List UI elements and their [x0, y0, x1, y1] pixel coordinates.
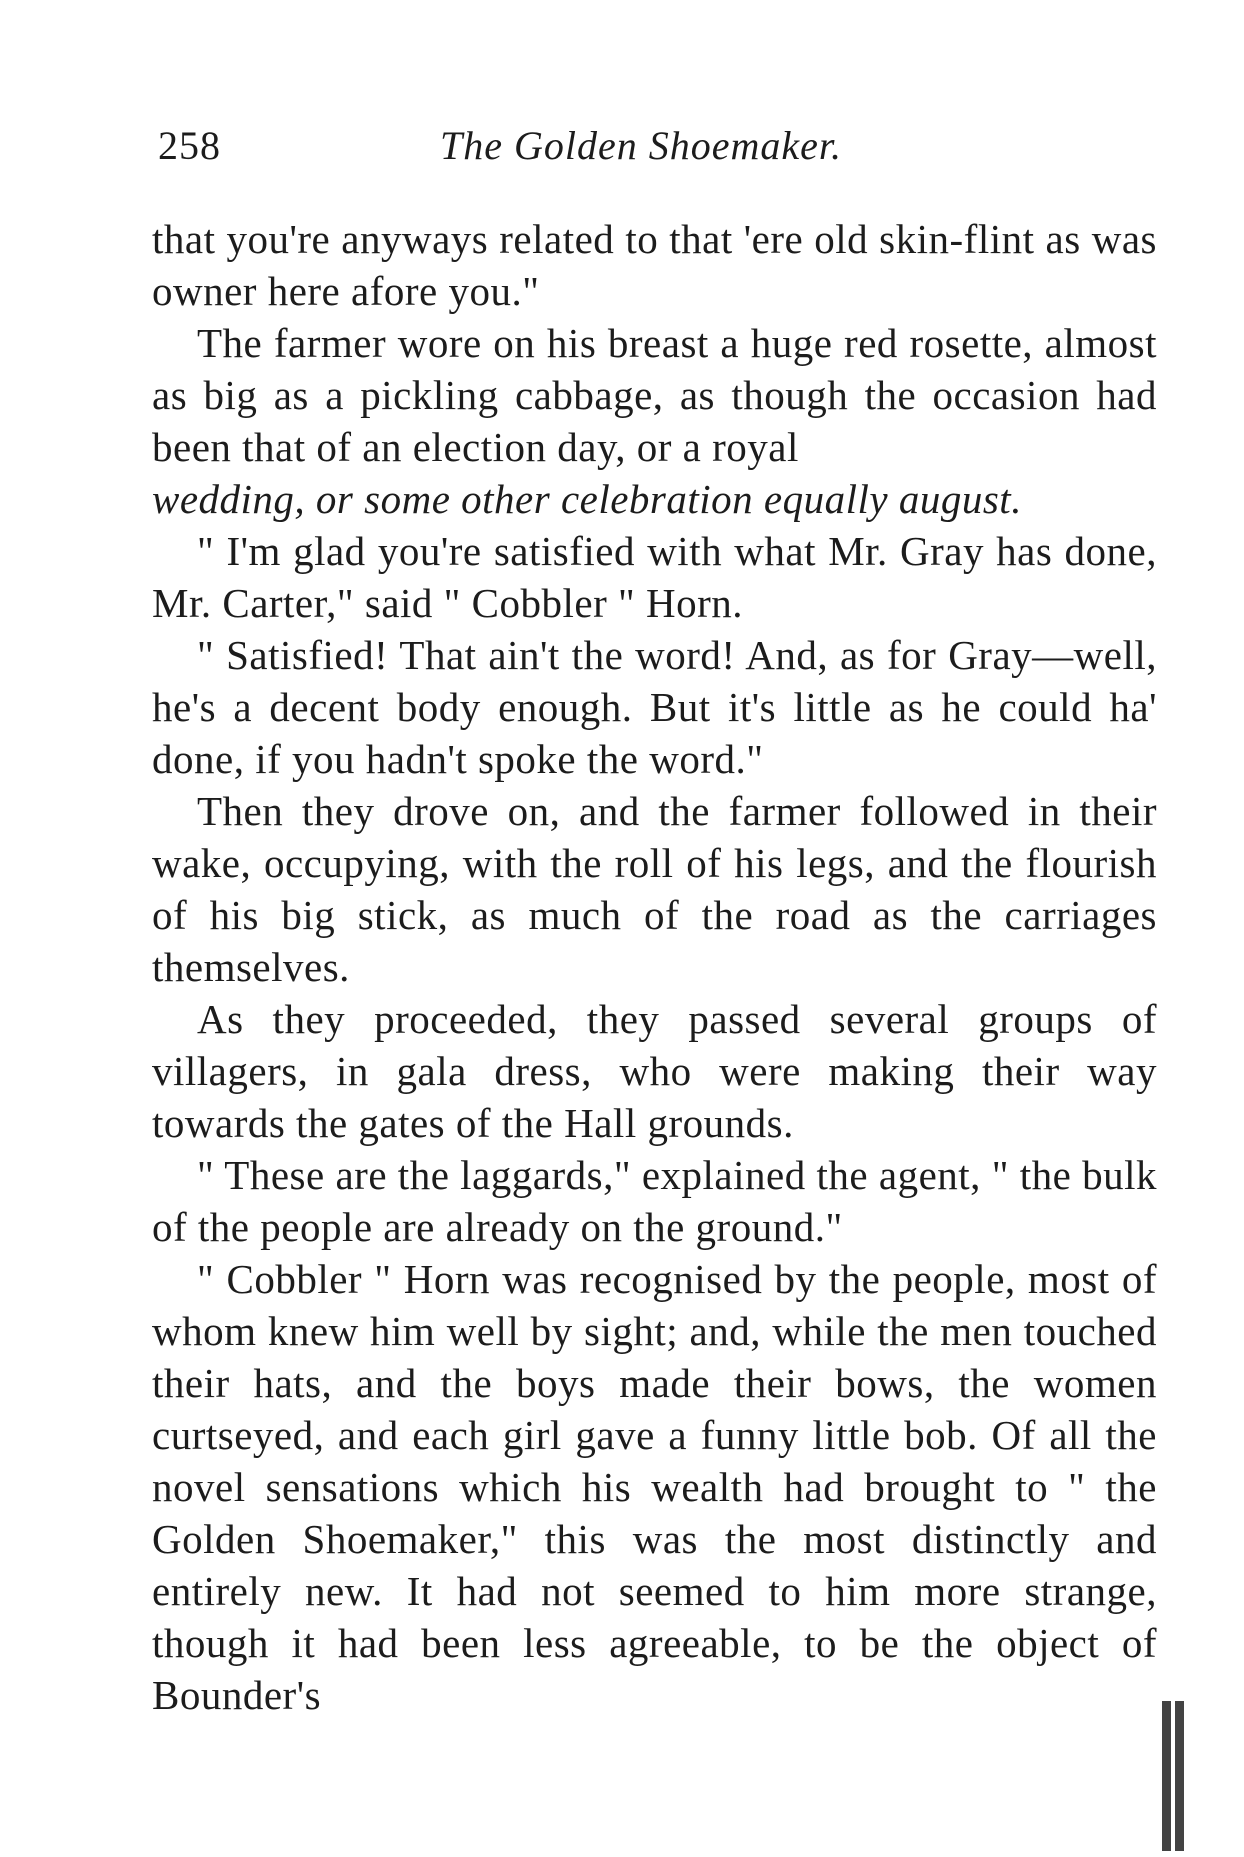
paragraph: " Satisfied! That ain't the word! And, as for Gray—well, he's a decent body enough. But it's little as he could ha' done, if you hadn't spoke the word."	[152, 632, 1157, 782]
paragraph: " I'm glad you're satisfied with what Mr. Gray has done, Mr. Carter," said " Cobbler " Horn.	[152, 528, 1157, 626]
binding-edge-mark	[1162, 1701, 1184, 1851]
page-header	[158, 122, 1118, 174]
page-number: 258	[158, 123, 221, 168]
paragraph: " Cobbler " Horn was recognised by the people, most of whom knew him well by sight; and, while the men touched their hats, and the boys made their bows, the women curtseyed, and each girl gave a funny little bob. Of all the novel sensations which his wealth had brought to " the Golden Shoemaker," this was the most distinctly and entirely new. It had not seemed to him more strange, though it had been less agreeable, to be the object of Bounder's	[152, 1256, 1157, 1718]
running-title: The Golden Shoemaker.	[440, 123, 843, 168]
paragraph-italic-line: wedding, or some other celebration equally august.	[152, 476, 1022, 522]
paragraph: As they proceeded, they passed several groups of villagers, in gala dress, who were making their way towards the gates of the Hall grounds.	[152, 996, 1157, 1146]
body-text	[152, 213, 1157, 1721]
paragraph: The farmer wore on his breast a huge red rosette, almost as big as a pickling cabbage, as though the occasion had been that of an election day, or a royal	[152, 320, 1157, 470]
paragraph: Then they drove on, and the farmer followed in their wake, occupying, with the roll of his legs, and the flourish of his big stick, as much of the road as the carriages themselves.	[152, 788, 1157, 990]
paragraph: that you're anyways related to that 'ere old skin-flint as was owner here afore you."	[152, 216, 1157, 314]
paragraph: " These are the laggards," explained the agent, " the bulk of the people are already on the ground."	[152, 1152, 1157, 1250]
